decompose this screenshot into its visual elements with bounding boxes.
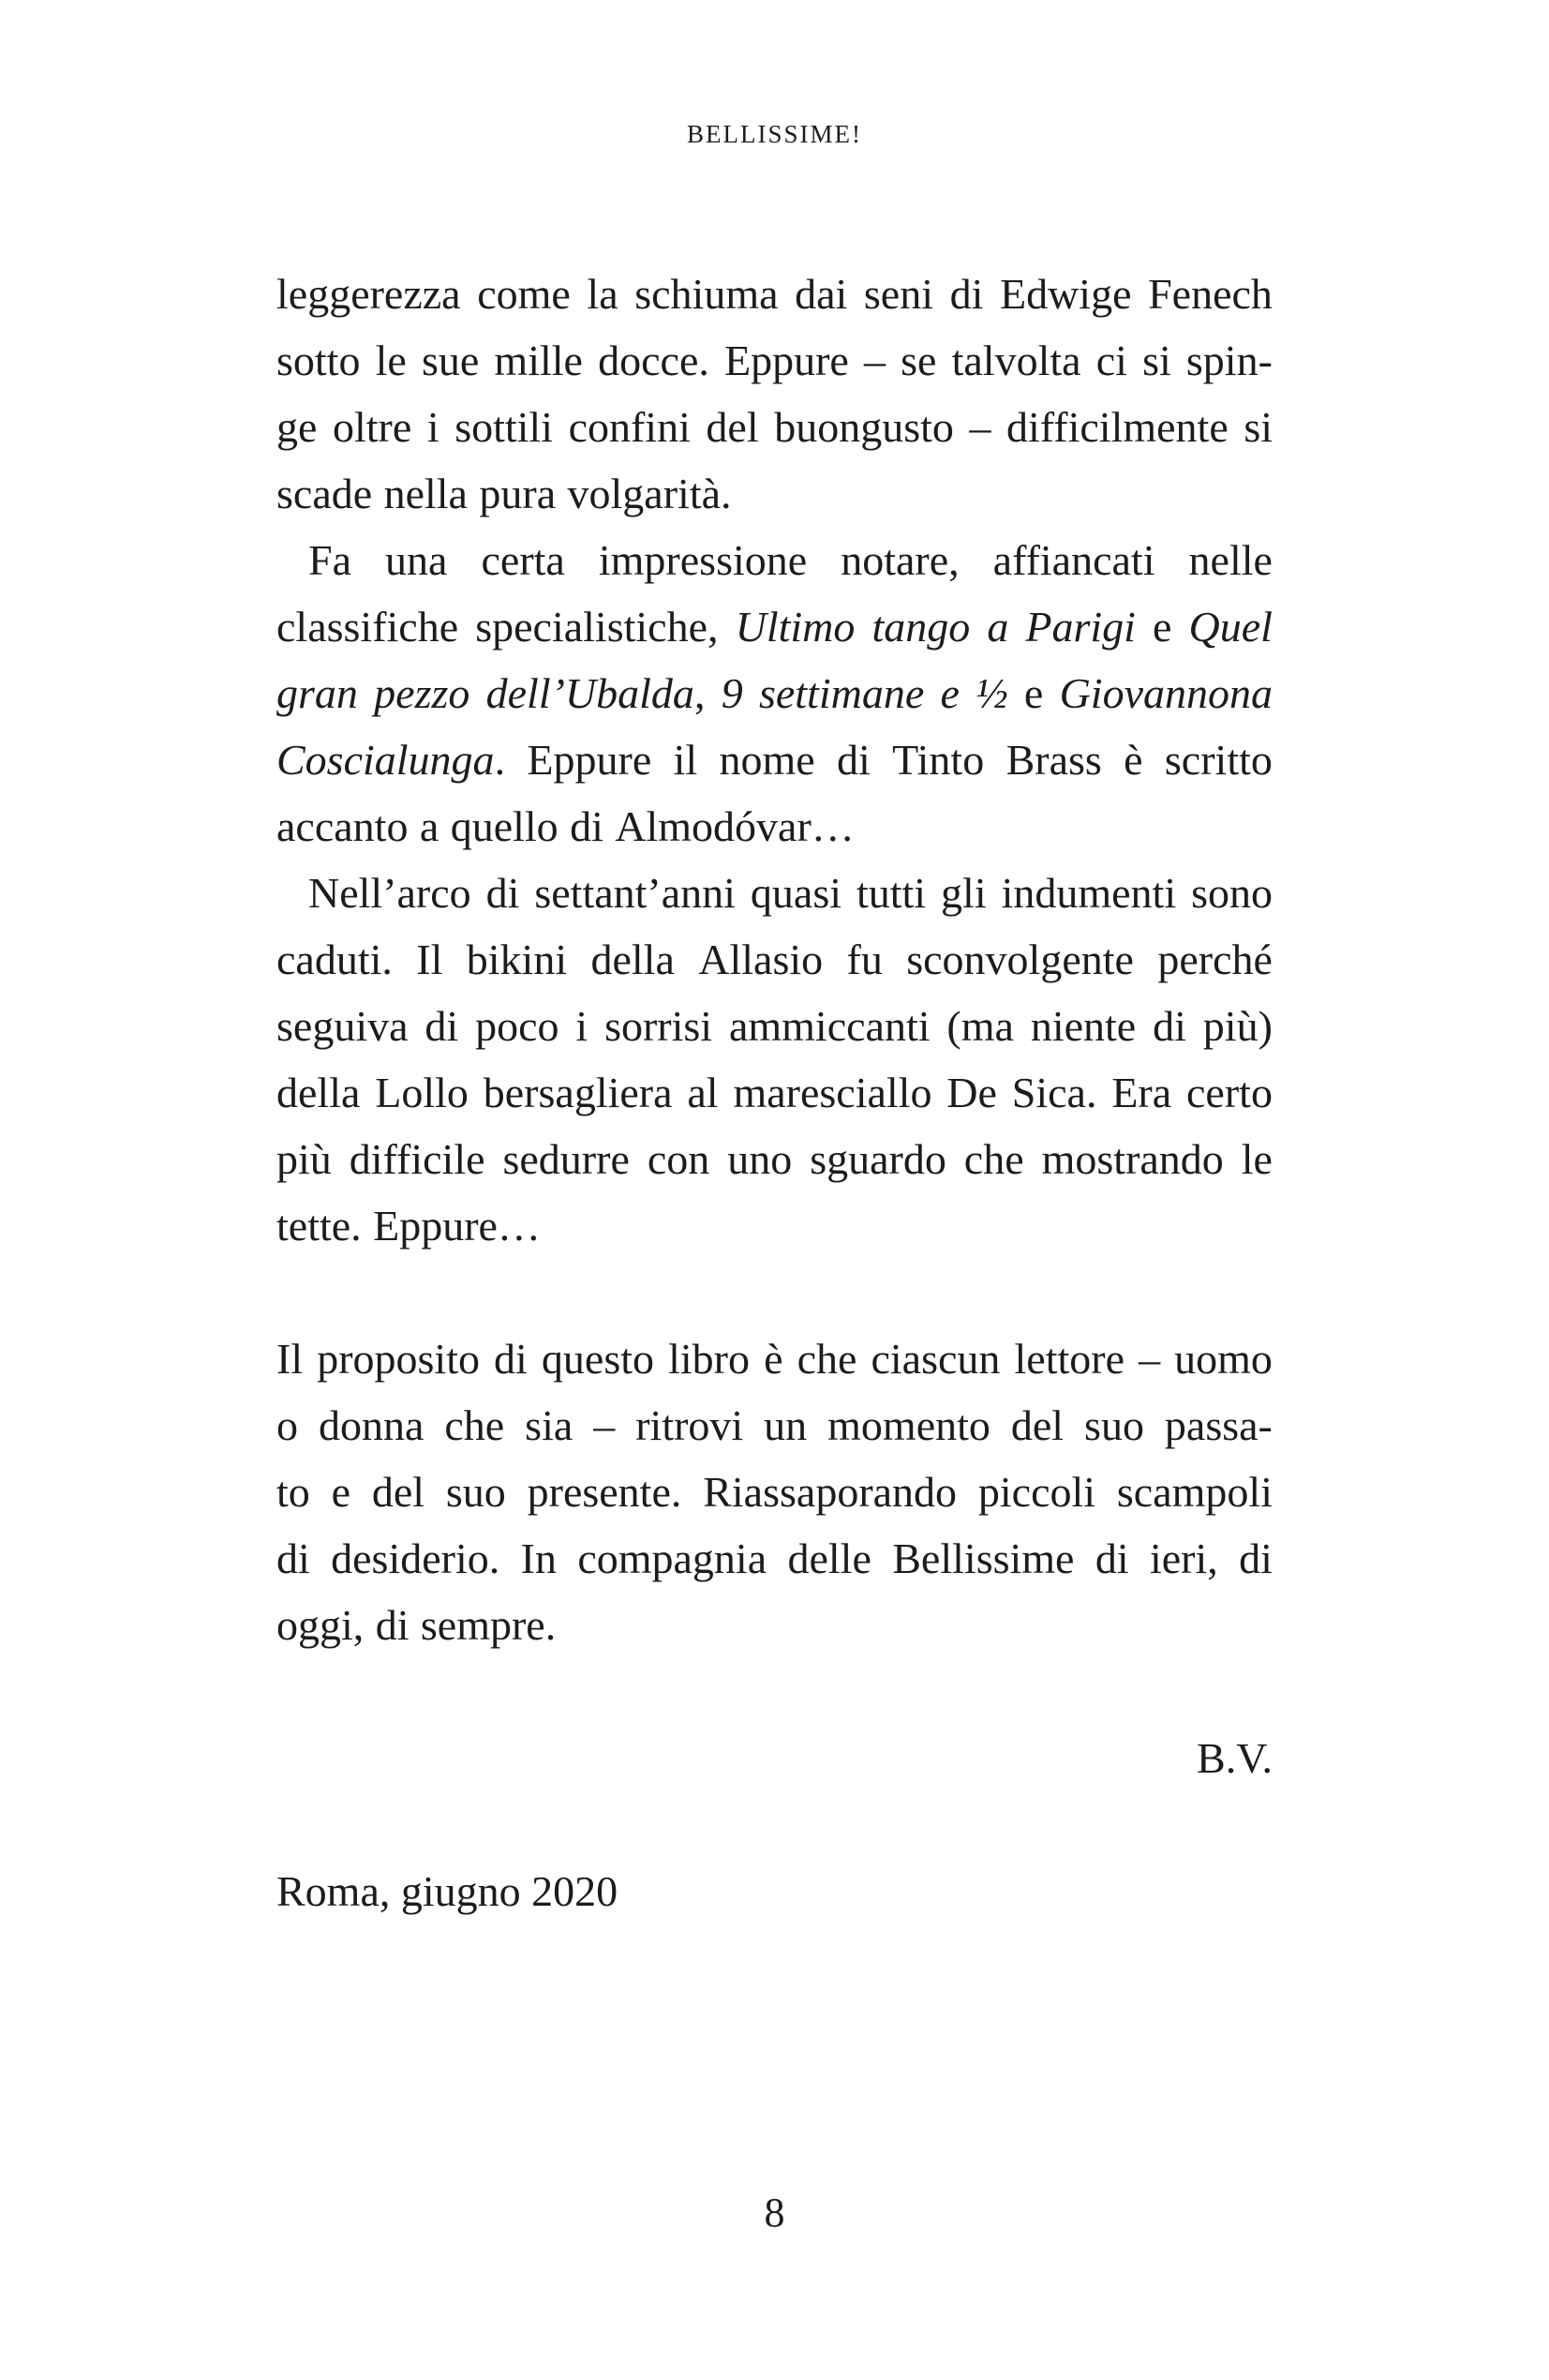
word: Riassaporando — [703, 1468, 958, 1516]
word: Allasio — [698, 936, 824, 983]
word: oltre — [332, 403, 412, 451]
film-title-word: Coscialunga — [276, 736, 495, 784]
word: di — [1239, 1534, 1273, 1582]
word: del — [371, 1468, 425, 1516]
word: leggerezza — [276, 270, 461, 318]
author-initials: B.V. — [1197, 1734, 1273, 1782]
word: desiderio. — [331, 1534, 500, 1582]
word: più — [276, 1135, 332, 1183]
film-title-word: pezzo — [374, 669, 470, 717]
film-title-word: gran — [276, 669, 358, 717]
word: che — [963, 1135, 1024, 1183]
word: poco — [475, 1002, 559, 1050]
word: nome — [719, 736, 815, 784]
word: Eppure… — [373, 1202, 541, 1250]
body-text — [276, 261, 1273, 1924]
text-line — [276, 527, 1273, 593]
word: – — [593, 1401, 616, 1449]
word: docce. — [598, 337, 709, 384]
word: notare, — [841, 536, 960, 584]
word: sono — [1191, 869, 1273, 917]
text-line — [276, 460, 1273, 527]
text-line — [276, 1525, 1273, 1592]
word: compagnia — [577, 1534, 767, 1582]
word: perché — [1157, 936, 1273, 983]
word: buongusto — [774, 403, 954, 451]
title-with-period — [276, 726, 505, 793]
word: niente — [1030, 1002, 1137, 1050]
page-number: 8 — [764, 2190, 785, 2236]
word: sempre. — [420, 1601, 557, 1649]
word: i — [575, 1002, 588, 1050]
text-line — [276, 926, 1273, 993]
word: delle — [787, 1534, 871, 1582]
word: quasi — [750, 869, 842, 917]
word: scampoli — [1116, 1468, 1273, 1516]
text-line — [276, 593, 1273, 660]
word: volgarità. — [567, 470, 732, 517]
word: caduti. — [276, 936, 393, 983]
word: dai — [795, 270, 848, 318]
word: difficilmente — [1006, 403, 1229, 451]
film-title-word: 9 — [721, 669, 743, 717]
word: momento — [827, 1401, 990, 1449]
word: to — [276, 1468, 310, 1516]
text-line — [276, 860, 1273, 926]
word: si — [1142, 337, 1171, 384]
word: una — [385, 536, 448, 584]
word: certo — [1186, 1069, 1273, 1116]
word: Tinto — [892, 736, 985, 784]
word: certa — [481, 536, 565, 584]
word: In — [520, 1534, 557, 1582]
word: sconvolgente — [906, 936, 1134, 983]
section-break — [276, 1658, 1273, 1725]
word: Il — [276, 1335, 304, 1383]
film-title-word: Giovannona — [1059, 669, 1273, 717]
word: uomo — [1174, 1335, 1273, 1383]
film-title-word: a — [987, 603, 1009, 651]
word: fu — [846, 936, 883, 983]
word: più) — [1202, 1002, 1273, 1050]
word: al — [687, 1069, 719, 1116]
film-title-word: e — [940, 669, 960, 717]
word: suo — [445, 1468, 506, 1516]
word: di — [1153, 1002, 1186, 1050]
film-title-word: Ultimo — [735, 603, 856, 651]
word: bersagliera — [483, 1069, 673, 1116]
word: proposito — [317, 1335, 480, 1383]
word: scritto — [1164, 736, 1273, 784]
text-line — [276, 1459, 1273, 1525]
word: Fenech — [1148, 270, 1273, 318]
word: – — [969, 403, 991, 451]
word: talvolta — [951, 337, 1081, 384]
word: nelle — [1188, 536, 1273, 584]
film-title-word: Quel — [1188, 603, 1273, 651]
word: Edwige — [999, 270, 1132, 318]
word: i — [426, 403, 439, 451]
text-line — [276, 726, 1273, 793]
word: impressione — [598, 536, 808, 584]
word: sottili — [454, 403, 553, 451]
word: Eppure — [527, 736, 652, 784]
word: questo — [541, 1335, 655, 1383]
word: è — [1124, 736, 1143, 784]
title-with-comma — [486, 660, 706, 726]
word: maresciallo — [733, 1069, 932, 1116]
word: settant’anni — [534, 869, 736, 917]
word: indumenti — [1001, 869, 1177, 917]
word: Nell’arco — [308, 869, 471, 917]
word: di — [570, 802, 603, 850]
text-line — [276, 1592, 1273, 1658]
word: con — [647, 1135, 710, 1183]
word: di — [837, 736, 871, 784]
word: e — [331, 1468, 351, 1516]
word: tette. — [276, 1202, 362, 1250]
word: donna — [318, 1401, 424, 1449]
word: oggi, — [276, 1601, 365, 1649]
word: e — [1153, 603, 1172, 651]
word: di — [276, 1534, 310, 1582]
word: Lollo — [375, 1069, 469, 1116]
word: della — [590, 936, 675, 983]
word: libro — [668, 1335, 750, 1383]
text-line — [276, 660, 1273, 726]
word: ciascun — [871, 1335, 1001, 1383]
text-line — [276, 793, 1273, 860]
word: di — [1095, 1534, 1129, 1582]
word: affiancati — [992, 536, 1155, 584]
word: ieri, — [1149, 1534, 1218, 1582]
word: si — [1244, 403, 1273, 451]
word: del — [706, 403, 759, 451]
word: che — [444, 1401, 505, 1449]
word: presente. — [527, 1468, 682, 1516]
word: schiuma — [634, 270, 779, 318]
punctuation: , — [693, 669, 706, 717]
word: piccoli — [977, 1468, 1096, 1516]
word: – — [864, 337, 886, 384]
word: di — [375, 1601, 410, 1649]
word: a — [419, 802, 439, 850]
text-line — [276, 993, 1273, 1059]
word: della — [276, 1069, 361, 1116]
word: (ma — [946, 1002, 1014, 1050]
word: Brass — [1005, 736, 1102, 784]
word: ge — [276, 403, 318, 451]
word: il — [673, 736, 698, 784]
word: di — [494, 1335, 528, 1383]
word: o — [276, 1401, 298, 1449]
word: Bellissime — [892, 1534, 1075, 1582]
word: sia — [525, 1401, 573, 1449]
word: del — [1010, 1401, 1065, 1449]
text-line — [276, 1192, 1273, 1259]
film-title-word: ½ — [976, 669, 1008, 717]
word: seni — [863, 270, 934, 318]
word: sorrisi — [604, 1002, 713, 1050]
word: un — [764, 1401, 808, 1449]
word: specialistiche, — [475, 603, 719, 651]
text-line — [276, 261, 1273, 327]
punctuation: . — [494, 736, 506, 784]
word: sue — [421, 337, 480, 384]
word: sguardo — [810, 1135, 946, 1183]
text-line — [276, 394, 1273, 460]
place-date — [276, 1858, 1273, 1924]
word: scade — [276, 470, 373, 517]
word: accanto — [276, 802, 409, 850]
text-line — [276, 1059, 1273, 1126]
text-line — [276, 1126, 1273, 1192]
text-line — [276, 1392, 1273, 1459]
word: ammiccanti — [728, 1002, 931, 1050]
word: seguiva — [276, 1002, 409, 1050]
word: pura — [479, 470, 557, 517]
film-title-word: tango — [871, 603, 971, 651]
film-title-word: settimane — [758, 669, 925, 717]
word: classifiche — [276, 603, 459, 651]
word: gli — [941, 869, 987, 917]
word: mostrando — [1041, 1135, 1224, 1183]
word: è — [764, 1335, 783, 1383]
word: ci — [1095, 337, 1127, 384]
running-head: BELLISSIME! — [687, 120, 862, 148]
text-line — [276, 1325, 1273, 1392]
text-line — [276, 327, 1273, 394]
word: – — [1139, 1335, 1161, 1383]
word: difficile — [349, 1135, 485, 1183]
word: che — [797, 1335, 857, 1383]
word: bikini — [466, 936, 568, 983]
word: spin- — [1185, 337, 1273, 384]
word: mille — [494, 337, 583, 384]
word: lettore — [1014, 1335, 1125, 1383]
word: e — [1023, 669, 1044, 717]
word: Sica. — [1011, 1069, 1097, 1116]
word: di — [485, 869, 520, 917]
word: di — [949, 270, 984, 318]
word: Almodóvar… — [615, 802, 855, 850]
word: tutti — [856, 869, 927, 917]
film-title-word: dell’Ubalda — [485, 669, 694, 717]
word: la — [587, 270, 618, 318]
word: confini — [568, 403, 691, 451]
word: le — [1241, 1135, 1273, 1183]
word: uno — [727, 1135, 793, 1183]
word: suo — [1084, 1401, 1144, 1449]
film-title-word: Parigi — [1025, 603, 1136, 651]
word: nella — [383, 470, 468, 517]
word: Il — [416, 936, 443, 983]
word: le — [375, 337, 407, 384]
word: ritrovi — [635, 1401, 744, 1449]
section-break — [276, 1259, 1273, 1325]
word: sedurre — [502, 1135, 630, 1183]
word: passa- — [1164, 1401, 1273, 1449]
word: come — [477, 270, 571, 318]
word: Eppure — [724, 337, 849, 384]
place-date-text: Roma, giugno 2020 — [276, 1867, 618, 1915]
word: se — [901, 337, 937, 384]
word: Era — [1111, 1069, 1172, 1116]
word: sotto — [276, 337, 361, 384]
word: De — [946, 1069, 997, 1116]
section-break — [276, 1791, 1273, 1858]
word: quello — [450, 802, 559, 850]
word: di — [424, 1002, 459, 1050]
word: Fa — [308, 536, 351, 584]
